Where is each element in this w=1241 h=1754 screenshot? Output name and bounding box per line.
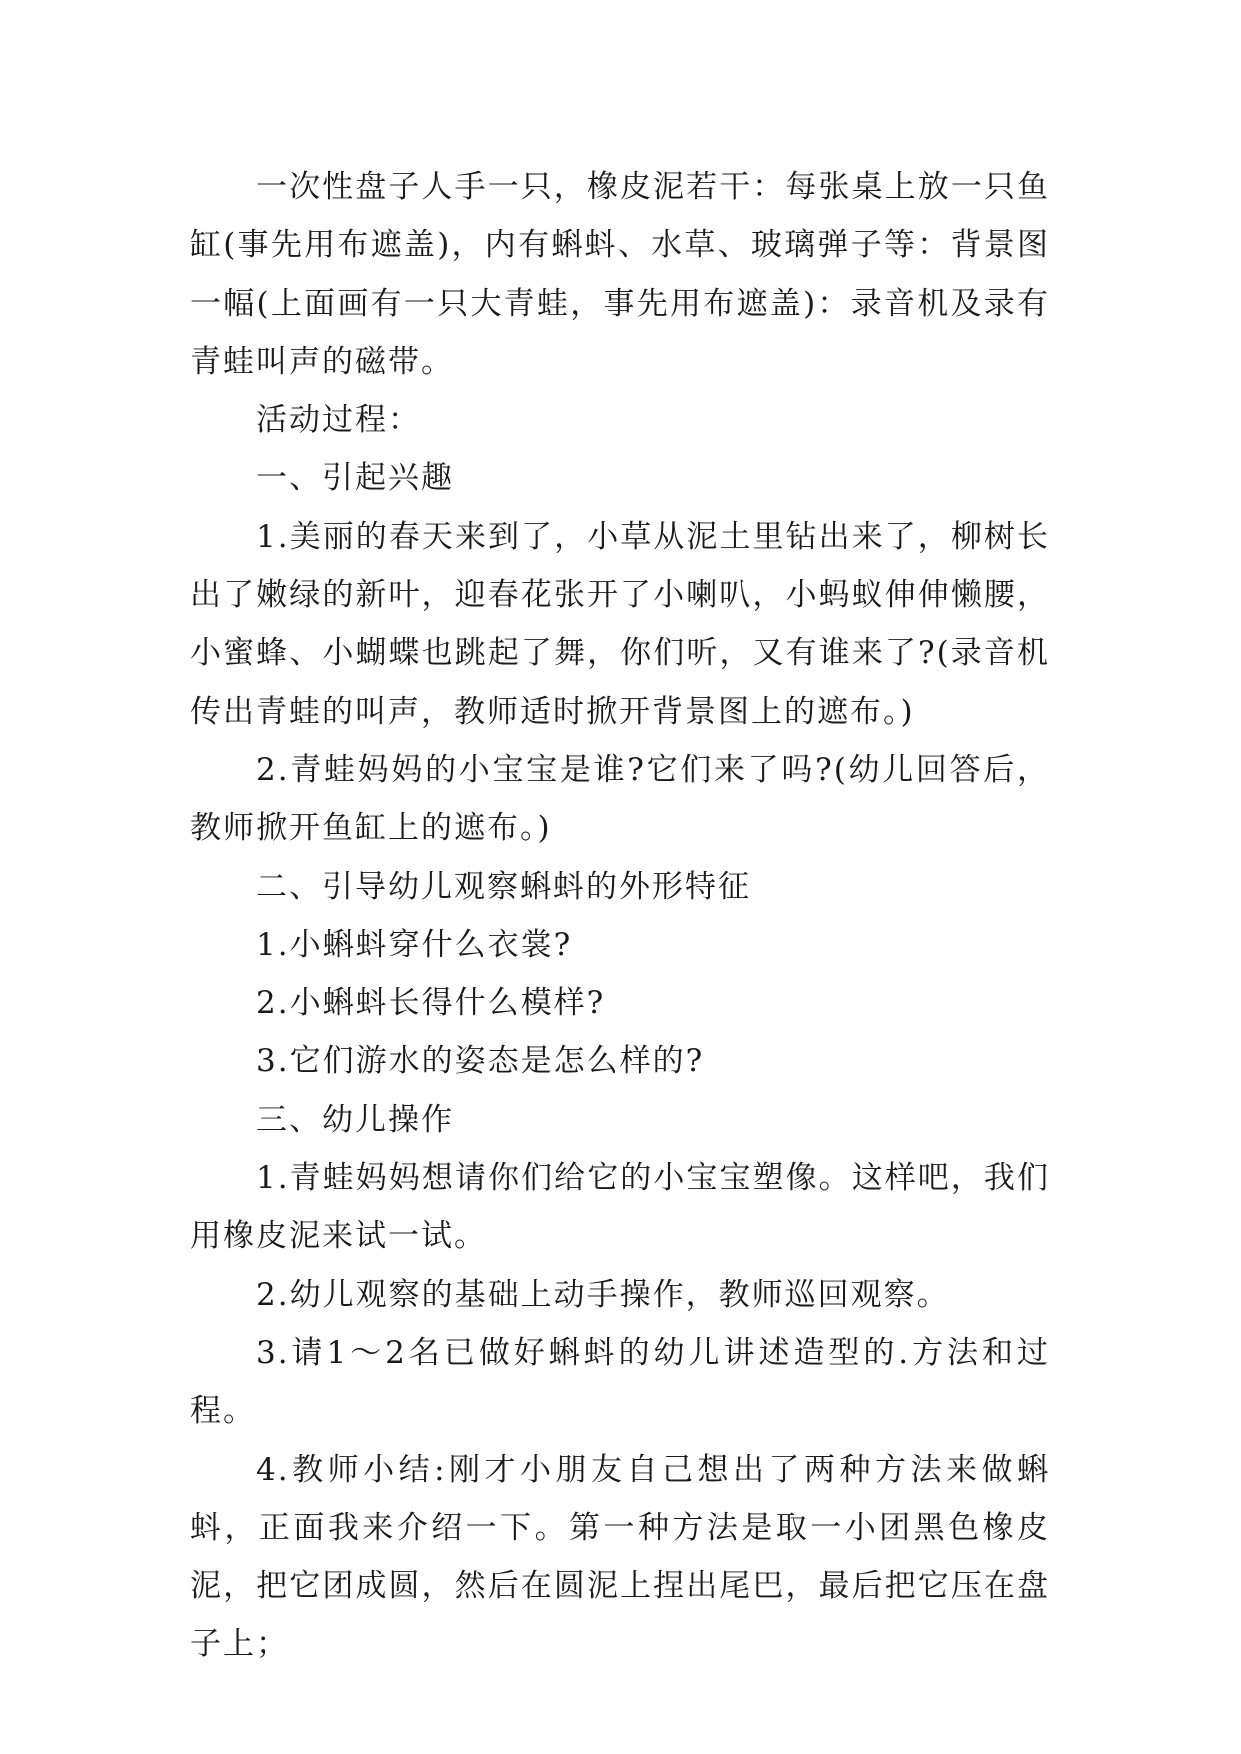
paragraph-1-2: 2.青蛙妈妈的小宝宝是谁?它们来了吗?(幼儿回答后，教师掀开鱼缸上的遮布。) [190, 751, 1050, 847]
paragraph-3-2: 2.幼儿观察的基础上动手操作，教师巡回观察。 [256, 1276, 950, 1313]
paragraph-3-1: 1.青蛙妈妈想请你们给它的小宝宝塑像。这样吧，我们用橡皮泥来试一试。 [190, 1160, 1050, 1255]
paragraph-activity-process-heading: 活动过程： [256, 402, 421, 439]
section-heading-3: 三、幼儿操作 [256, 1101, 454, 1138]
paragraph-2-1: 1.小蝌蚪穿什么衣裳? [256, 926, 573, 963]
document-body [190, 158, 1050, 1674]
paragraph-1-1: 1.美丽的春天来到了，小草从泥土里钻出来了，柳树长出了嫩绿的新叶，迎春花张开了小喇叭，小蚂蚁伸伸懒腰，小蜜蜂、小蝴蝶也跳起了舞，你们听，又有谁来了?(录音机传出青蛙的叫声，教师适时掀开背景图上的遮布。) [190, 518, 1050, 730]
section-heading-1: 一、引起兴趣 [256, 460, 454, 497]
paragraph-3-3: 3.请1～2名已做好蝌蚪的幼儿讲述造型的.方法和过程。 [190, 1334, 1050, 1430]
section-heading-2: 二、引导幼儿观察蝌蚪的外形特征 [256, 868, 751, 905]
paragraph-2-3: 3.它们游水的姿态是怎么样的? [256, 1043, 705, 1080]
paragraph-2-2: 2.小蝌蚪长得什么模样? [256, 985, 606, 1022]
paragraph-materials: 一次性盘子人手一只，橡皮泥若干：每张桌上放一只鱼缸(事先用布遮盖)，内有蝌蚪、水草、玻璃弹子等：背景图一幅(上面画有一只大青蛙，事先用布遮盖)：录音机及录有青蛙叫声的磁带。 [190, 169, 1050, 380]
paragraph-3-4: 4.教师小结:刚才小朋友自己想出了两种方法来做蝌蚪，正面我来介绍一下。第一种方法是取一小团黑色橡皮泥，把它团成圆，然后在圆泥上捏出尾巴，最后把它压在盘子上； [190, 1451, 1050, 1663]
